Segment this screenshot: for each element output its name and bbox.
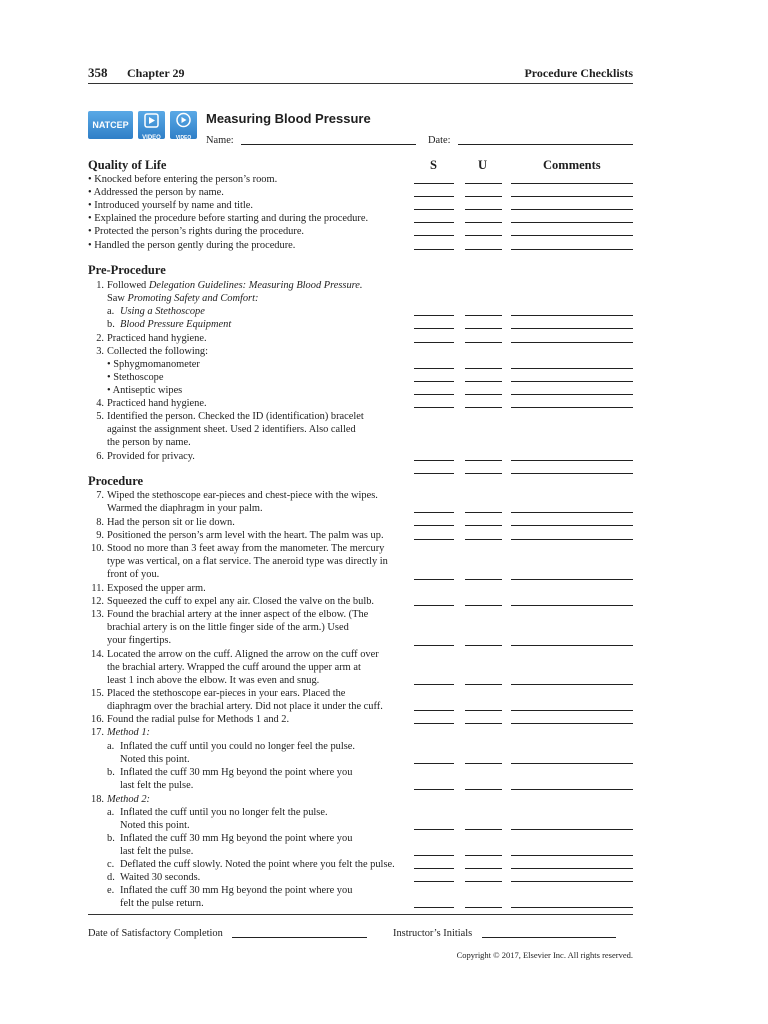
step-text: your fingertips. (107, 635, 172, 646)
s-field[interactable] (414, 342, 454, 343)
header-rule (88, 83, 633, 84)
s-field[interactable] (414, 368, 454, 369)
sub-text: Inflated the cuff until you no longer felt the pulse. (120, 807, 328, 818)
sub-text: • Sphygmomanometer (107, 359, 200, 370)
quality-heading: Quality of Life (88, 158, 167, 172)
comments-field[interactable] (511, 723, 633, 724)
video-badge[interactable]: VIDEO (138, 111, 165, 139)
s-field[interactable] (414, 196, 454, 197)
step-text: Stood no more than 3 feet away from the manometer. The mercury (107, 543, 385, 554)
sub-text: Noted this point. (120, 754, 190, 765)
s-field[interactable] (414, 525, 454, 526)
s-field[interactable] (414, 645, 454, 646)
comments-field[interactable] (511, 342, 633, 343)
s-field[interactable] (414, 235, 454, 236)
u-field[interactable] (465, 881, 502, 882)
u-field[interactable] (465, 645, 502, 646)
step-text: Collected the following: (107, 346, 208, 357)
u-field[interactable] (465, 763, 502, 764)
comments-field[interactable] (511, 881, 633, 882)
step-text: Saw Promoting Safety and Comfort: (107, 293, 259, 304)
comments-field[interactable] (511, 684, 633, 685)
comments-field[interactable] (511, 525, 633, 526)
comments-field[interactable] (511, 183, 633, 184)
sub-text: • Antiseptic wipes (107, 385, 183, 396)
step-text: Warmed the diaphragm in your palm. (107, 503, 263, 514)
comments-field[interactable] (511, 710, 633, 711)
step-text: the brachial artery. Wrapped the cuff around the upper arm at (107, 662, 361, 673)
date-label: Date: (428, 135, 451, 146)
s-field[interactable] (414, 579, 454, 580)
step-text: brachial artery is on the little finger side of the arm.) Used (107, 622, 349, 633)
u-field[interactable] (465, 249, 502, 250)
sub-text: Inflated the cuff until you could no longer feel the pulse. (120, 741, 355, 752)
s-field[interactable] (414, 710, 454, 711)
s-field[interactable] (414, 407, 454, 408)
s-field[interactable] (414, 763, 454, 764)
u-field[interactable] (465, 512, 502, 513)
u-field[interactable] (465, 723, 502, 724)
s-field[interactable] (414, 855, 454, 856)
sub-letter: e. (107, 885, 115, 896)
step-text: type was vertical, on a flat service. The aneroid type was directly in (107, 556, 388, 567)
step-text: front of you. (107, 569, 160, 580)
page-number: 358 (88, 65, 108, 80)
comments-field[interactable] (511, 196, 633, 197)
list-item: • Knocked before entering the person’s room. (88, 174, 278, 185)
u-field[interactable] (465, 183, 502, 184)
procedure-heading: Procedure (88, 474, 144, 488)
step-number: 8. (96, 517, 104, 528)
sub-letter: c. (107, 859, 115, 870)
sub-text: Inflated the cuff 30 mm Hg beyond the point where you (120, 885, 353, 896)
comments-field[interactable] (511, 222, 633, 223)
u-field[interactable] (465, 368, 502, 369)
step-text: Method 1: (107, 727, 150, 738)
comments-field[interactable] (511, 381, 633, 382)
sub-text: felt the pulse return. (120, 898, 204, 909)
sub-letter: a. (107, 306, 115, 317)
completion-date-field[interactable] (232, 937, 367, 938)
instructor-initials-field[interactable] (482, 937, 616, 938)
step-text: Squeezed the cuff to expel any air. Closed the valve on the bulb. (107, 596, 374, 607)
sub-letter: a. (107, 807, 115, 818)
video-clip-badge[interactable]: VIDEO CLIP (170, 111, 197, 139)
step-text: Practiced hand hygiene. (107, 333, 207, 344)
step-text: Had the person sit or lie down. (107, 517, 235, 528)
date-field[interactable] (458, 144, 633, 145)
comments-field[interactable] (511, 368, 633, 369)
step-number: 13. (91, 609, 104, 620)
sub-text: • Stethoscope (107, 372, 164, 383)
step-text: Identified the person. Checked the ID (identification) bracelet (107, 411, 364, 422)
step-number: 16. (91, 714, 104, 725)
s-field[interactable] (414, 249, 454, 250)
comments-field[interactable] (511, 473, 633, 474)
step-number: 1. (96, 280, 104, 291)
step-number: 17. (91, 727, 104, 738)
step-text: against the assignment sheet. Used 2 identifiers. Also called (107, 424, 356, 435)
u-field[interactable] (465, 196, 502, 197)
u-field[interactable] (465, 209, 502, 210)
copyright: Copyright © 2017, Elsevier Inc. All rights reserved. (456, 950, 633, 960)
u-field[interactable] (465, 473, 502, 474)
u-field[interactable] (465, 381, 502, 382)
s-field[interactable] (414, 315, 454, 316)
u-field[interactable] (465, 579, 502, 580)
list-item: • Protected the person’s rights during the procedure. (88, 226, 305, 237)
step-number: 3. (96, 346, 104, 357)
sub-letter: b. (107, 767, 115, 778)
step-text: Exposed the upper arm. (107, 583, 206, 594)
pre-procedure-heading: Pre-Procedure (88, 263, 166, 277)
name-field[interactable] (241, 144, 416, 145)
s-field[interactable] (414, 512, 454, 513)
list-item: • Explained the procedure before starting and during the procedure. (88, 213, 369, 224)
step-text: least 1 inch above the elbow. It was even and snug. (107, 675, 320, 686)
s-field[interactable] (414, 183, 454, 184)
sub-text: Noted this point. (120, 820, 190, 831)
step-number: 10. (91, 543, 104, 554)
comments-field[interactable] (511, 209, 633, 210)
comments-field[interactable] (511, 328, 633, 329)
s-field[interactable] (414, 209, 454, 210)
comments-field[interactable] (511, 235, 633, 236)
s-field[interactable] (414, 868, 454, 869)
u-field[interactable] (465, 235, 502, 236)
s-field[interactable] (414, 907, 454, 908)
sub-text: last felt the pulse. (120, 846, 194, 857)
comments-field[interactable] (511, 512, 633, 513)
u-field[interactable] (465, 789, 502, 790)
u-field[interactable] (465, 407, 502, 408)
name-label: Name: (206, 135, 234, 146)
comments-field[interactable] (511, 407, 633, 408)
step-number: 2. (96, 333, 104, 344)
u-field[interactable] (465, 829, 502, 830)
u-field[interactable] (465, 328, 502, 329)
s-field[interactable] (414, 222, 454, 223)
col-comments: Comments (543, 158, 601, 172)
sub-text: Blood Pressure Equipment (120, 319, 232, 330)
sub-letter: d. (107, 872, 115, 883)
comments-field[interactable] (511, 315, 633, 316)
comments-field[interactable] (511, 763, 633, 764)
step-number: 5. (96, 411, 104, 422)
sub-text: Deflated the cuff slowly. Noted the point where you felt the pulse. (120, 859, 395, 870)
u-field[interactable] (465, 710, 502, 711)
s-field[interactable] (414, 684, 454, 685)
sub-letter: b. (107, 833, 115, 844)
u-field[interactable] (465, 855, 502, 856)
page-title: Measuring Blood Pressure (206, 111, 371, 126)
list-item: • Addressed the person by name. (88, 187, 224, 198)
step-number: 6. (96, 451, 104, 462)
s-field[interactable] (414, 539, 454, 540)
sub-text: Waited 30 seconds. (120, 872, 201, 883)
comments-field[interactable] (511, 394, 633, 395)
list-item: • Introduced yourself by name and title. (88, 200, 253, 211)
u-field[interactable] (465, 222, 502, 223)
step-number: 11. (91, 583, 104, 594)
step-text: diaphragm over the brachial artery. Did not place it under the cuff. (107, 701, 383, 712)
step-number: 7. (96, 490, 104, 501)
s-field[interactable] (414, 723, 454, 724)
sub-letter: b. (107, 319, 115, 330)
step-number: 14. (91, 649, 104, 660)
col-u: U (478, 158, 488, 172)
list-item: • Handled the person gently during the procedure. (88, 240, 296, 251)
step-text: Provided for privacy. (107, 451, 195, 462)
s-field[interactable] (414, 328, 454, 329)
comments-field[interactable] (511, 868, 633, 869)
u-field[interactable] (465, 525, 502, 526)
comments-field[interactable] (511, 249, 633, 250)
chapter-label: Chapter 29 (127, 66, 185, 80)
comments-field[interactable] (511, 829, 633, 830)
s-field[interactable] (414, 829, 454, 830)
s-field[interactable] (414, 605, 454, 606)
step-text: Placed the stethoscope ear-pieces in your ears. Placed the (107, 688, 346, 699)
comments-field[interactable] (511, 579, 633, 580)
sub-text: Using a Stethoscope (120, 306, 205, 317)
u-field[interactable] (465, 394, 502, 395)
step-text: Method 2: (107, 794, 150, 805)
step-text: Found the radial pulse for Methods 1 and 2. (107, 714, 290, 725)
s-field[interactable] (414, 881, 454, 882)
u-field[interactable] (465, 684, 502, 685)
s-field[interactable] (414, 789, 454, 790)
sub-text: last felt the pulse. (120, 780, 194, 791)
initials-label: Instructor’s Initials (393, 928, 473, 939)
u-field[interactable] (465, 868, 502, 869)
step-text: Practiced hand hygiene. (107, 398, 207, 409)
step-text: Wiped the stethoscope ear-pieces and chest-piece with the wipes. (107, 490, 378, 501)
natcep-badge: NATCEP (88, 111, 133, 139)
comments-field[interactable] (511, 789, 633, 790)
u-field[interactable] (465, 539, 502, 540)
step-text: Located the arrow on the cuff. Aligned the arrow on the cuff over (107, 649, 379, 660)
step-number: 9. (96, 530, 104, 541)
play-circle-icon (170, 111, 197, 130)
u-field[interactable] (465, 315, 502, 316)
s-field[interactable] (414, 473, 454, 474)
step-text: Followed Delegation Guidelines: Measuring Blood Pressure. (107, 280, 363, 291)
s-field[interactable] (414, 394, 454, 395)
sub-letter: a. (107, 741, 115, 752)
comments-field[interactable] (511, 645, 633, 646)
comments-field[interactable] (511, 539, 633, 540)
sub-text: Inflated the cuff 30 mm Hg beyond the point where you (120, 767, 353, 778)
u-field[interactable] (465, 605, 502, 606)
step-number: 12. (91, 596, 104, 607)
col-s: S (430, 158, 437, 172)
step-number: 4. (96, 398, 104, 409)
footer-rule (88, 914, 633, 915)
sub-text: Inflated the cuff 30 mm Hg beyond the point where you (120, 833, 353, 844)
section-label: Procedure Checklists (524, 66, 633, 80)
u-field[interactable] (465, 460, 502, 461)
step-number: 15. (91, 688, 104, 699)
u-field[interactable] (465, 907, 502, 908)
comments-field[interactable] (511, 855, 633, 856)
comments-field[interactable] (511, 605, 633, 606)
play-icon (138, 111, 165, 130)
step-text: the person by name. (107, 437, 191, 448)
s-field[interactable] (414, 381, 454, 382)
u-field[interactable] (465, 342, 502, 343)
step-text: Positioned the person’s arm level with the heart. The palm was up. (107, 530, 384, 541)
s-field[interactable] (414, 460, 454, 461)
step-number: 18. (91, 794, 104, 805)
step-text: Found the brachial artery at the inner aspect of the elbow. (The (107, 609, 369, 620)
completion-label: Date of Satisfactory Completion (88, 928, 223, 939)
comments-field[interactable] (511, 907, 633, 908)
comments-field[interactable] (511, 460, 633, 461)
